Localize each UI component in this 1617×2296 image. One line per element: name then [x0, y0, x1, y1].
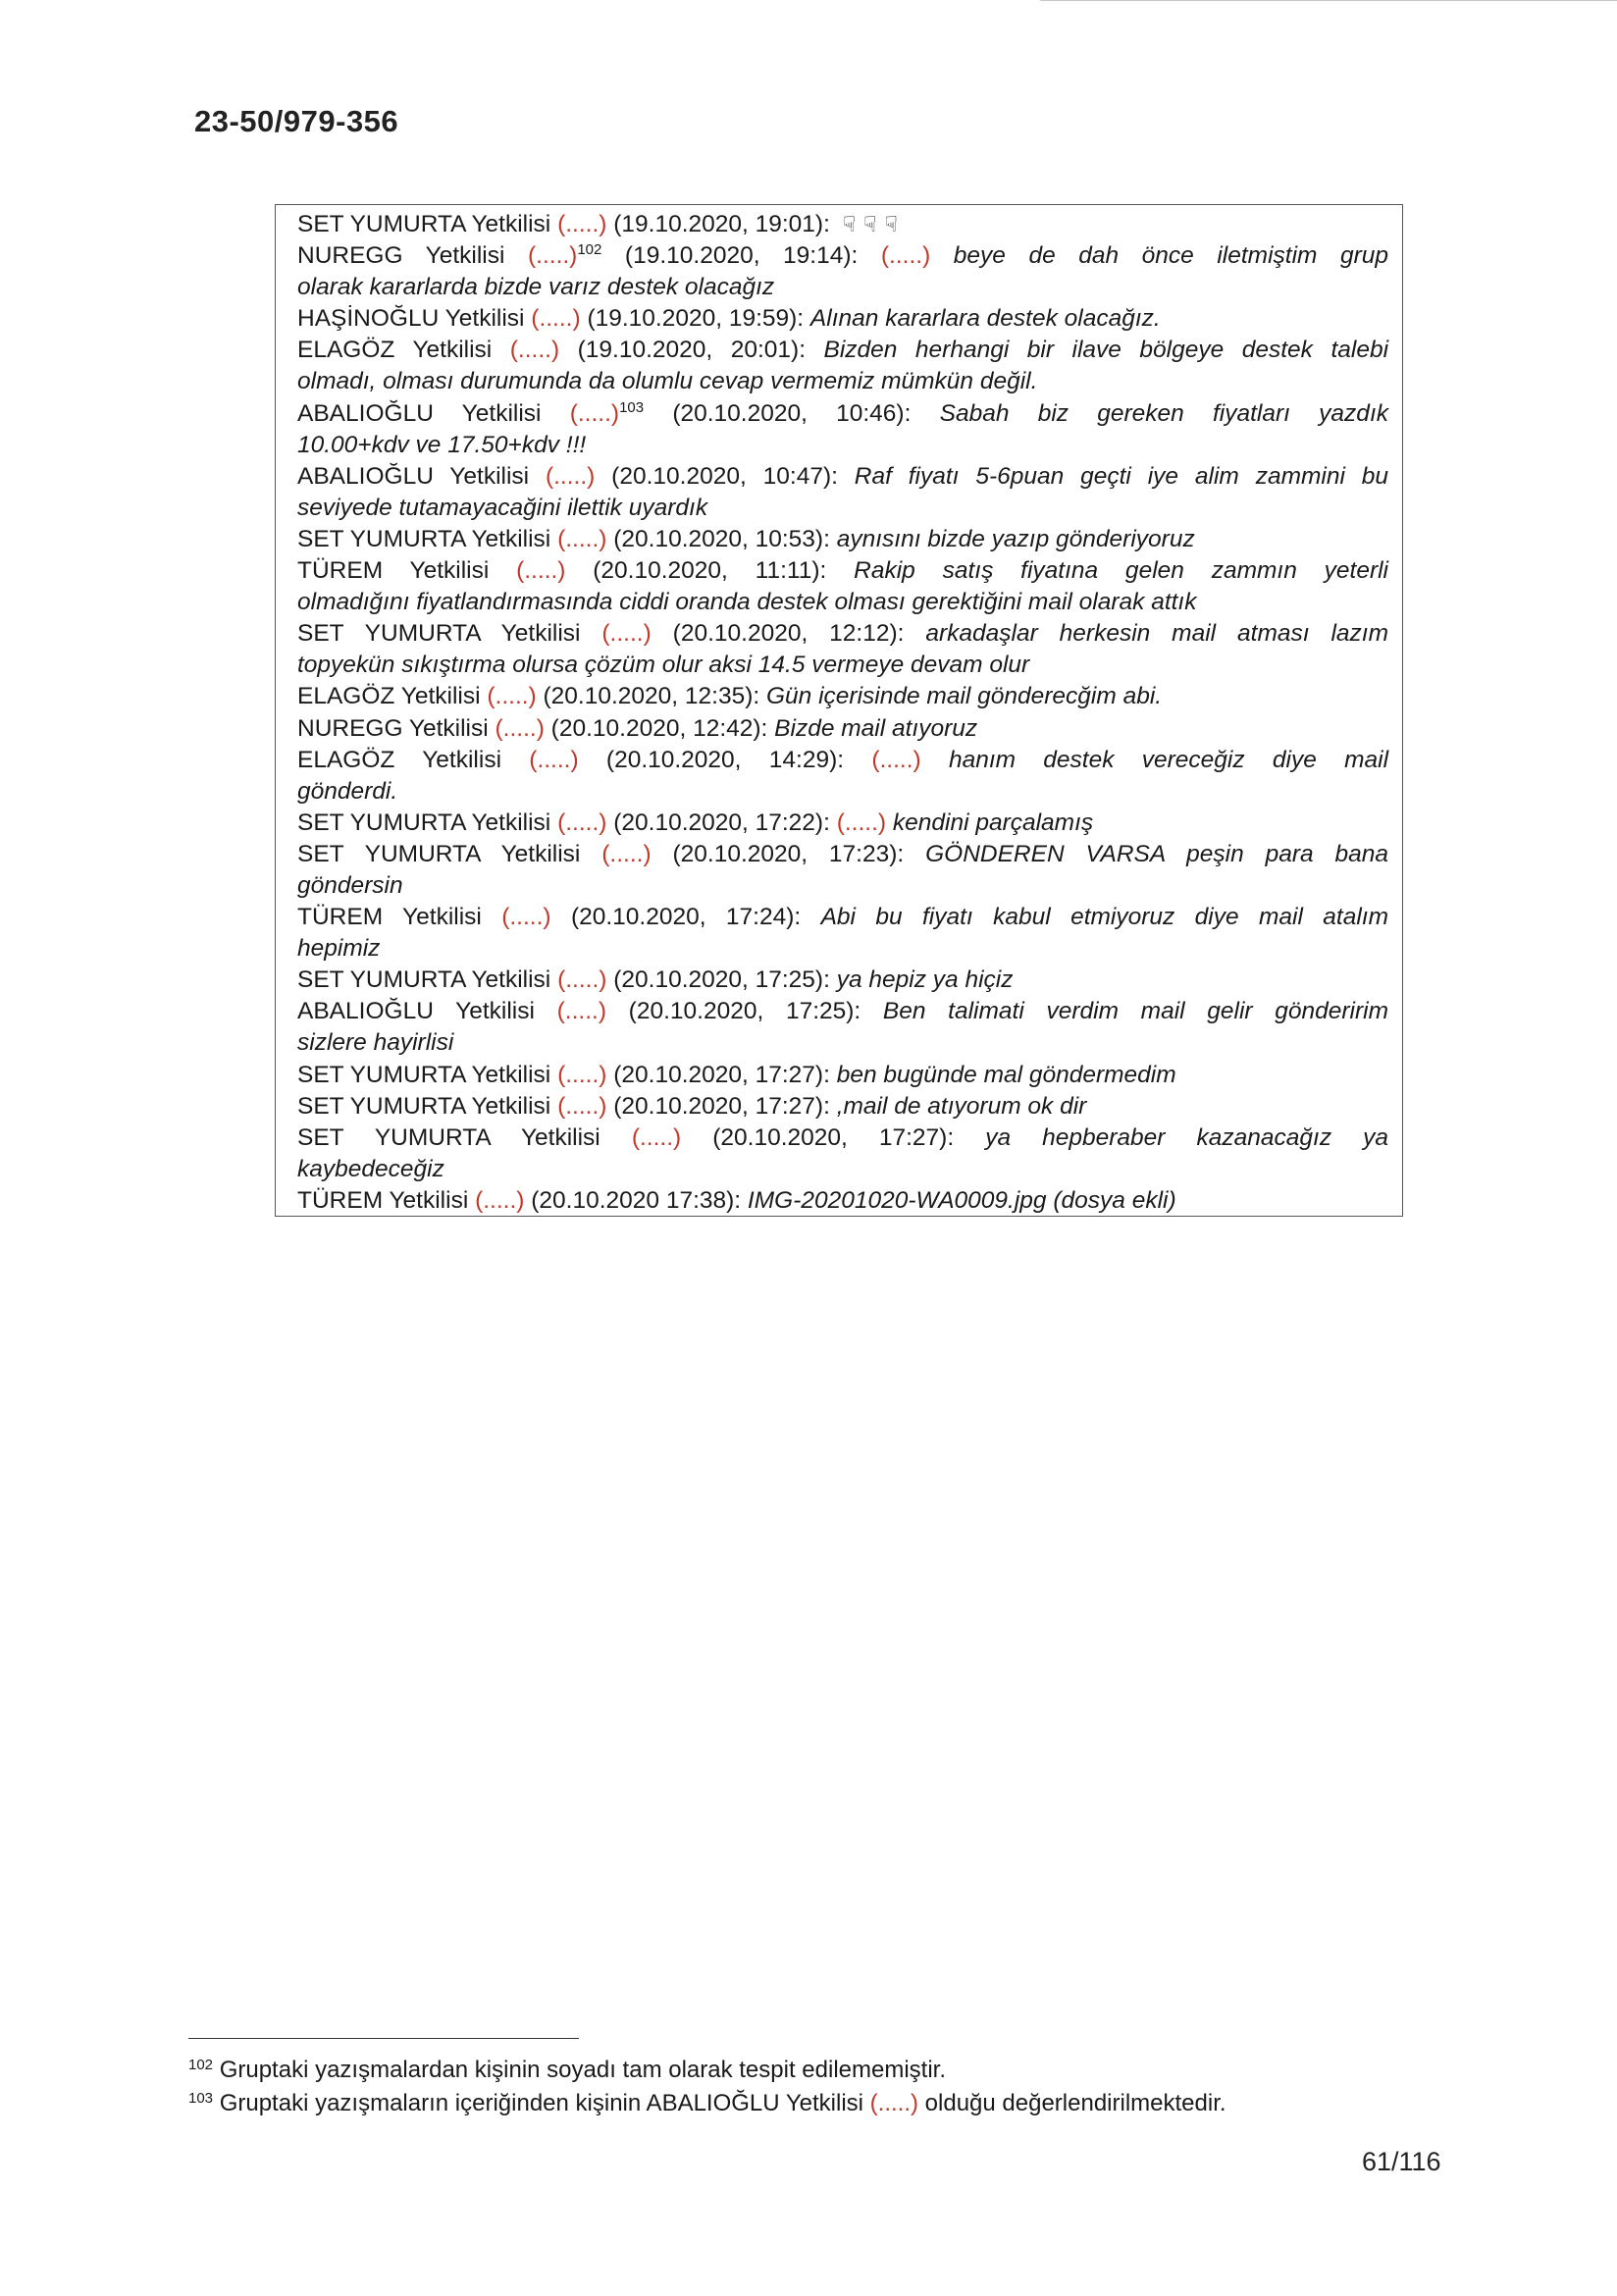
chat-line: ELAGÖZ Yetkilisi (.....) (19.10.2020, 20:01): Bizden herhangi bir ilave bölgeye destek talebi: [297, 337, 1389, 364]
chat-line: SET YUMURTA Yetkilisi (.....) (20.10.2020, 17:27): ,mail de atıyorum ok dir: [297, 1092, 1087, 1120]
document-number: 23-50/979-356: [194, 104, 399, 138]
chat-line: TÜREM Yetkilisi (.....) (20.10.2020, 11:11): Rakip satış fiyatına gelen zammın yeterli: [297, 557, 1388, 585]
chat-line: SET YUMURTA Yetkilisi (.....) (20.10.2020, 17:25): ya hepiz ya hiçiz: [297, 966, 1014, 994]
chat-line: ELAGÖZ Yetkilisi (.....) (20.10.2020, 12:35): Gün içerisinde mail gönderecğim abi.: [297, 683, 1163, 710]
chat-line: SET YUMURTA Yetkilisi (.....) (20.10.2020, 17:22): (.....) kendini parçalamış: [297, 809, 1094, 836]
scan-edge-line: [1040, 0, 1617, 1]
chat-line: SET YUMURTA Yetkilisi (.....) (20.10.2020, 10:53): aynısını bizde yazıp gönderiyoruz: [297, 525, 1195, 552]
chat-line: SET YUMURTA Yetkilisi (.....) (20.10.2020, 17:23): GÖNDEREN VARSA peşin para bana: [297, 840, 1389, 867]
chat-line: olarak kararlarda bizde varız destek olacağız: [297, 274, 775, 301]
chat-line: SET YUMURTA Yetkilisi (.....) (20.10.2020, 17:27): ben bugünde mal göndermedim: [297, 1061, 1176, 1088]
chat-line: ABALIOĞLU Yetkilisi (.....) (20.10.2020, 17:25): Ben talimati verdim mail gelir gönderirim: [297, 998, 1389, 1025]
chat-line: gönderdi.: [297, 777, 398, 805]
page-number: 61/116: [1362, 2147, 1441, 2176]
footnote-ref: 102: [577, 241, 602, 259]
chat-line: kaybedeceğiz: [297, 1155, 444, 1182]
footnote-separator: [188, 2038, 579, 2039]
chat-transcript-box: [275, 204, 1403, 1217]
chat-line: seviyede tutamayacağini ilettik uyardık: [297, 494, 708, 521]
chat-line: SET YUMURTA Yetkilisi (.....) (20.10.2020, 17:27): ya hepberaber kazanacağız ya: [297, 1123, 1389, 1151]
chat-line: 10.00+kdv ve 17.50+kdv !!!: [297, 431, 587, 458]
chat-line: SET YUMURTA Yetkilisi (.....) (20.10.2020, 12:12): arkadaşlar herkesin mail atması lazım: [297, 620, 1388, 648]
chat-line: topyekün sıkıştırma olursa çözüm olur aksi 14.5 vermeye devam olur: [297, 652, 1030, 679]
chat-line: TÜREM Yetkilisi (.....) (20.10.2020 17:38): IMG-20201020-WA0009.jpg (dosya ekli): [297, 1186, 1176, 1214]
chat-line: SET YUMURTA Yetkilisi (.....) (19.10.2020, 19:01): ☟☟☟: [297, 209, 1388, 240]
footnote-ref: 103: [619, 398, 645, 416]
footnote-102: $^{102}$ Gruptaki yazışmalardan kişinin soyadı tam olarak tespit edilememiştir.: [188, 2057, 946, 2083]
chat-line: olmadı, olması durumunda da olumlu cevap vermemiz mümkün değil.: [297, 368, 1038, 395]
chat-line: HAŞİNOĞLU Yetkilisi (.....) (19.10.2020, 19:59): Alınan kararlara destek olacağız.: [297, 305, 1161, 333]
chat-line: hepimiz: [297, 935, 381, 963]
chat-line: NUREGG Yetkilisi (.....)$^{102}$ (19.10.2020, 19:14): (.....) beye de dah önce iletmiştim grup: [297, 241, 1388, 270]
pointing-hand-icon: ☟☟☟: [842, 212, 906, 236]
chat-line: ABALIOĞLU Yetkilisi (.....)$^{103}$ (20.10.2020, 10:46): Sabah biz gereken fiyatları yazdık: [297, 398, 1388, 427]
chat-line: ABALIOĞLU Yetkilisi (.....) (20.10.2020, 10:47): Raf fiyatı 5-6puan geçti iye alim zammini bu: [297, 462, 1389, 490]
footnote-103: $^{103}$ Gruptaki yazışmaların içeriğinden kişinin ABALIOĞLU Yetkilisi (.....) olduğu değerlendirilmektedir.: [188, 2090, 1226, 2116]
chat-line: TÜREM Yetkilisi (.....) (20.10.2020, 17:24): Abi bu fiyatı kabul etmiyoruz diye mail atalım: [297, 904, 1388, 931]
chat-line: olmadığını fiyatlandırmasında ciddi oranda destek olması gerektiğini mail olarak attık: [297, 589, 1197, 616]
chat-line: NUREGG Yetkilisi (.....) (20.10.2020, 12:42): Bizde mail atıyoruz: [297, 714, 978, 742]
chat-line: göndersin: [297, 871, 403, 899]
chat-line: sizlere hayirlisi: [297, 1029, 454, 1057]
chat-line: ELAGÖZ Yetkilisi (.....) (20.10.2020, 14:29): (.....) hanım destek vereceğiz diye mail: [297, 746, 1389, 773]
